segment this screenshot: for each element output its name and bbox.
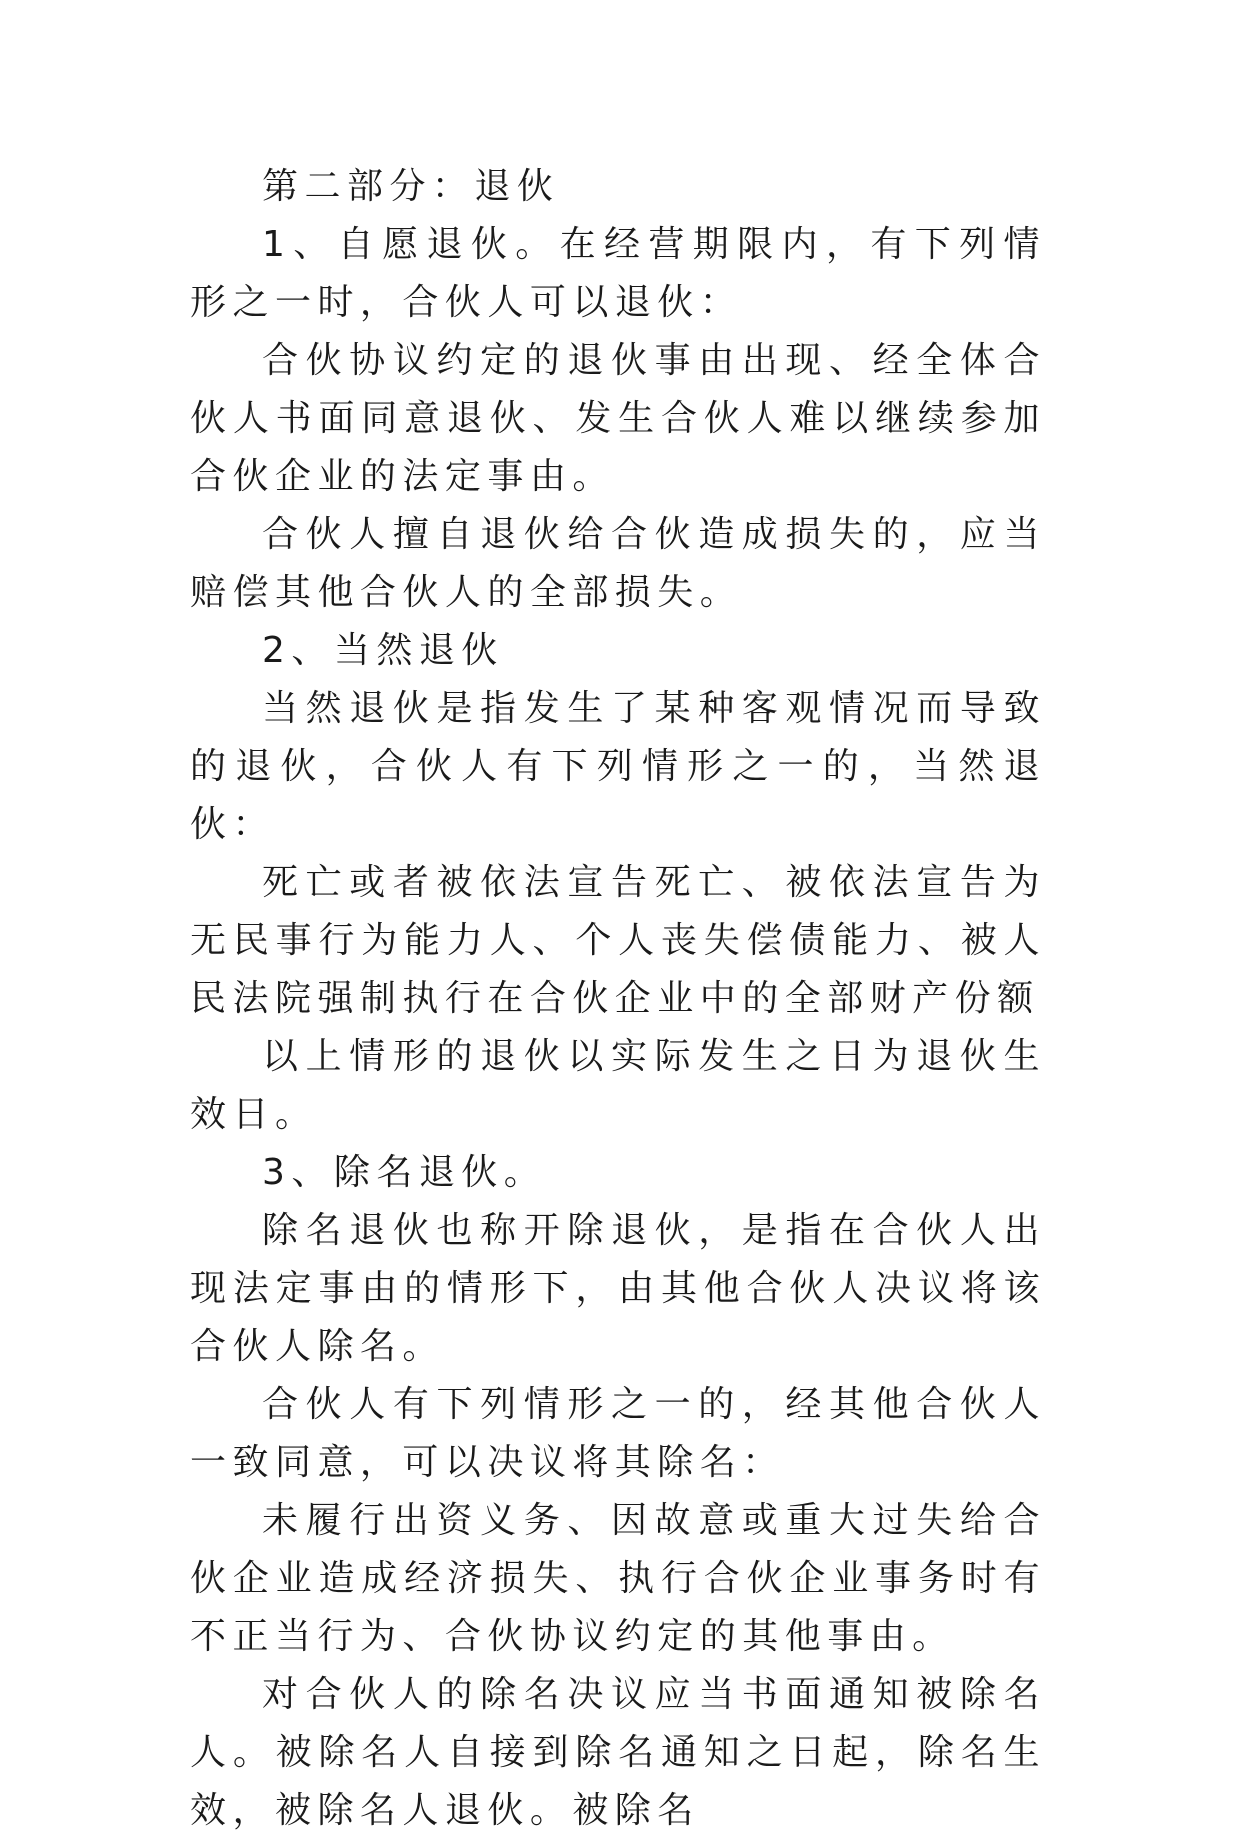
unauthorized-withdrawal-liability: 合伙人擅自退伙给合伙造成损失的，应当赔偿其他合伙人的全部损失。 <box>190 514 1046 613</box>
expulsion-conditions: 未履行出资义务、因故意或重大过失给合伙企业造成经济损失、执行合伙企业事务时有不正当行为、合伙协议约定的其他事由。 <box>190 1500 1046 1657</box>
expulsion-conditions-intro: 合伙人有下列情形之一的，经其他合伙人一致同意，可以决议将其除名： <box>190 1384 1046 1483</box>
expulsion-notice: 对合伙人的除名决议应当书面通知被除名人。被除名人自接到除名通知之日起，除名生效，被除名人退伙。被除名 <box>190 1674 1046 1831</box>
voluntary-withdrawal-item: 1、自愿退伙。在经营期限内，有下列情形之一时，合伙人可以退伙： <box>190 224 1046 323</box>
expulsion-withdrawal-item: 3、除名退伙。 <box>262 1152 547 1193</box>
document-page <box>190 158 1046 1840</box>
automatic-withdrawal-item: 2、当然退伙 <box>262 630 504 671</box>
automatic-withdrawal-conditions: 死亡或者被依法宣告死亡、被依法宣告为无民事行为能力人、个人丧失偿债能力、被人民法院强制执行在合伙企业中的全部财产份额 <box>190 862 1046 1019</box>
section-heading: 第二部分：退伙 <box>262 166 560 207</box>
voluntary-withdrawal-conditions: 合伙协议约定的退伙事由出现、经全体合伙人书面同意退伙、发生合伙人难以继续参加合伙企业的法定事由。 <box>190 340 1046 497</box>
automatic-withdrawal-effective-date: 以上情形的退伙以实际发生之日为退伙生效日。 <box>190 1036 1046 1135</box>
automatic-withdrawal-definition: 当然退伙是指发生了某种客观情况而导致的退伙，合伙人有下列情形之一的，当然退伙： <box>190 688 1046 845</box>
expulsion-withdrawal-definition: 除名退伙也称开除退伙，是指在合伙人出现法定事由的情形下，由其他合伙人决议将该合伙人除名。 <box>190 1210 1046 1367</box>
